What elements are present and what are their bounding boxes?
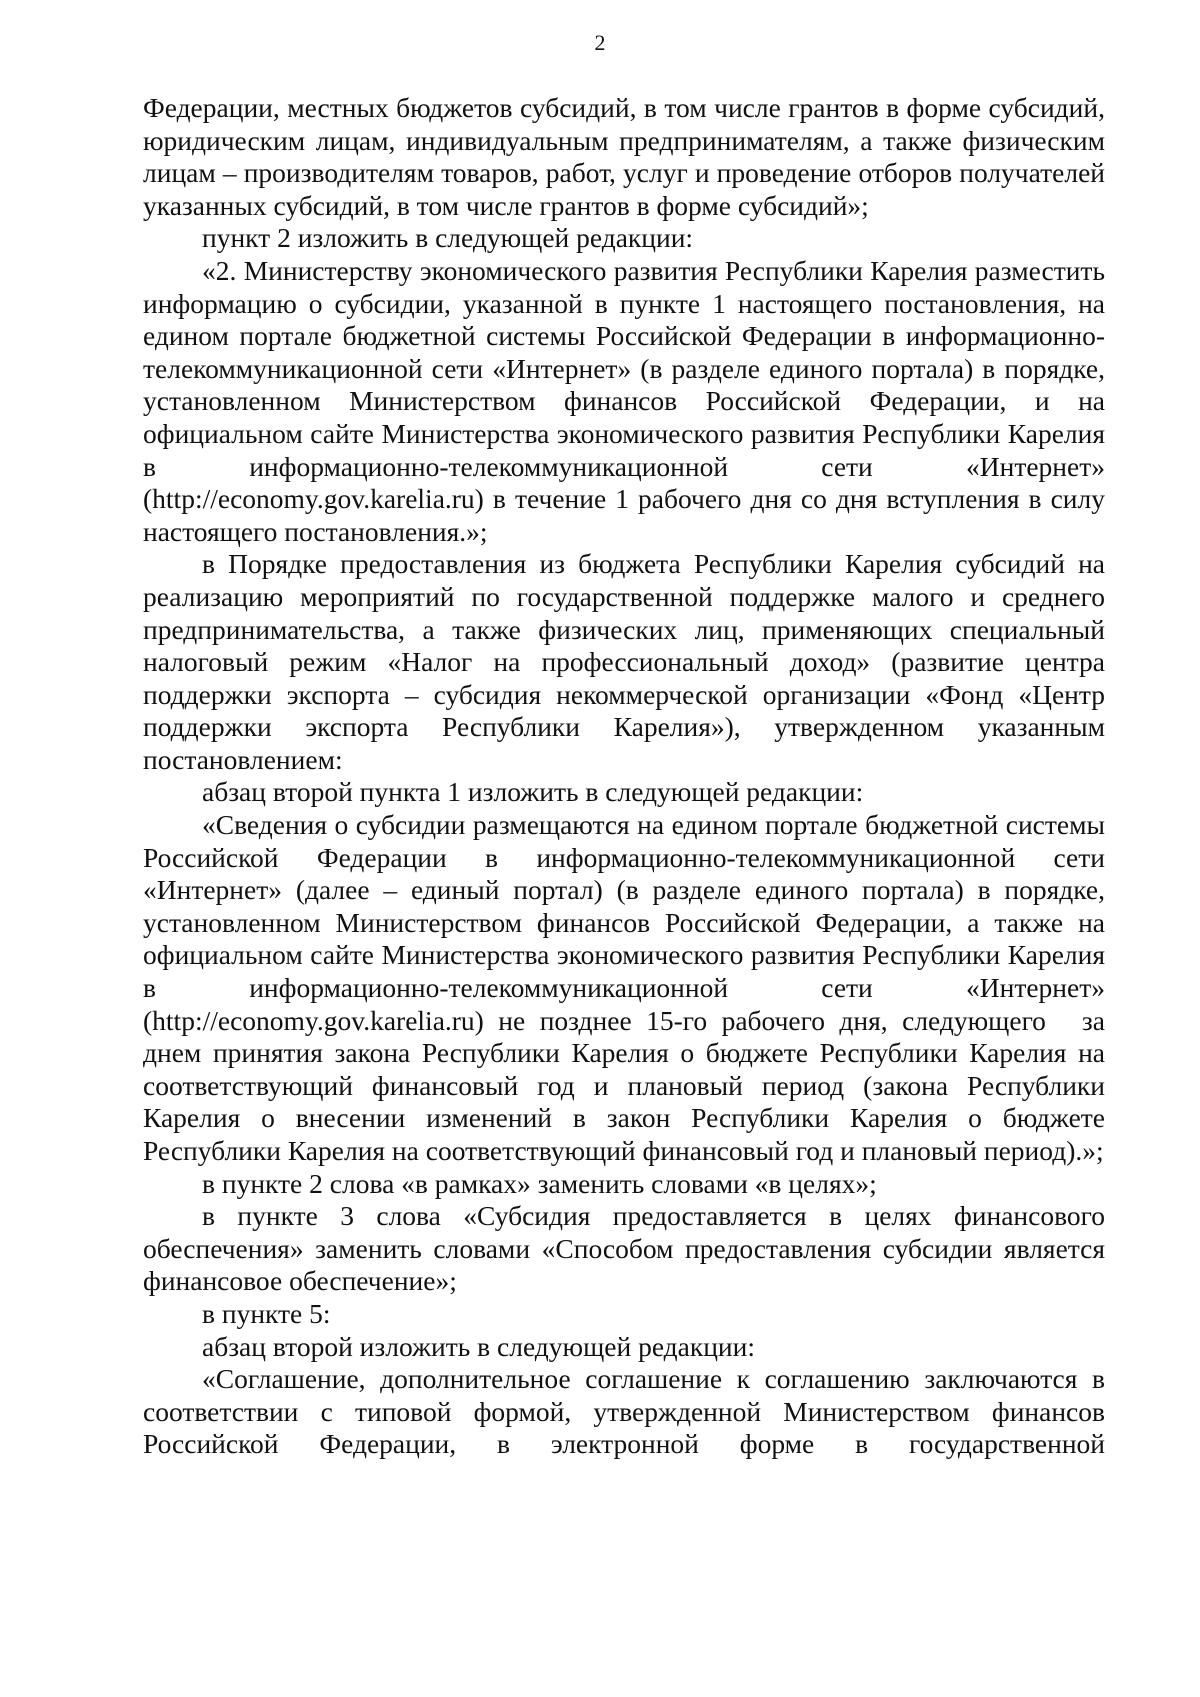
document-body xyxy=(143,92,1105,1461)
paragraph-point-2-amendment: в пункте 2 слова «в рамках» заменить словами «в целях»; xyxy=(202,1167,877,1199)
point-1-text-part-1: «Сведения о субсидии размещаются на едином портале бюджетной системы Российской Федерации в информационно-телекоммуникационной сети «Интернет» (далее – единый портал) (в разделе единого портала) в порядке, установленном Министерством финансов Российской Федерации, а также на официальном сайте Министерства экономического развития Республики Карелия в информационно-телекоммуникационной сети «Интернет» (http://economy.gov.karelia.ru) не позднее 15-го рабочего дня, xyxy=(143,809,1105,1036)
paragraph-point-1-instruction: абзац второй пункта 1 изложить в следующей редакции: xyxy=(202,776,864,808)
paragraph-point-3-amendment: в пункте 3 слова «Субсидия предоставляется в целях финансового обеспечения» заменить словами «Способом предоставления субсидии является финансовое обеспечение»; xyxy=(143,1200,1105,1297)
paragraph-agreement-text: «Соглашение, дополнительное соглашение к соглашению заключаются в соответствии с типовой формой, утвержденной Министерством финансов Российской Федерации, в электронной форме в государственной xyxy=(143,1363,1105,1460)
paragraph-point-5-instruction: абзац второй изложить в следующей редакции: xyxy=(202,1330,756,1362)
paragraph-point-5-heading: в пункте 5: xyxy=(202,1297,331,1329)
point-1-text-part-2: за днем принятия закона Республики Карелия о бюджете Республики Карелия на соответствующий финансовый год и плановый период (закона Республики Карелия о внесении изменений в закон Республики Карелия о бюджете Республики Карелия на соответствующий финансовый год и плановый период).»; xyxy=(143,1004,1105,1166)
paragraph-procedure-intro: в Порядке предоставления из бюджета Республики Карелия субсидий на реализацию мероприятий по государственной поддержке малого и среднего предпринимательства, а также физических лиц, применяющих специальный налоговый режим «Налог на профессиональный доход» (развитие центра поддержки экспорта – субсидия некоммерческой организации «Фонд «Центр поддержки экспорта Республики Карелия»), утвержденном указанным постановлением: xyxy=(143,548,1105,775)
point-1-text-word-following: следующего xyxy=(902,1004,1046,1036)
paragraph-point-1-text xyxy=(143,809,1105,1168)
paragraph-continuation: Федерации, местных бюджетов субсидий, в том числе грантов в форме субсидий, юридическим лицам, индивидуальным предпринимателям, а также физическим лицам – производителям товаров, работ, услуг и проведение отборов получателей указанных субсидий, в том числе грантов в форме субсидий»; xyxy=(143,92,1105,221)
paragraph-point-2-instruction: пункт 2 изложить в следующей редакции: xyxy=(202,222,694,254)
paragraph-point-2-text: «2. Министерству экономического развития Республики Карелия разместить информацию о субсидии, указанной в пункте 1 настоящего постановления, на едином портале бюджетной системы Российской Федерации в информационно-телекоммуникационной сети «Интернет» (в разделе единого портала) в порядке, установленном Министерством финансов Российской Федерации, и на официальном сайте Министерства экономического развития Республики Карелия в информационно-телекоммуникационной сети «Интернет» (http://economy.gov.karelia.ru) в течение 1 рабочего дня со дня вступления в силу настоящего постановления.»; xyxy=(143,254,1105,547)
page-number: 2 xyxy=(594,30,606,55)
